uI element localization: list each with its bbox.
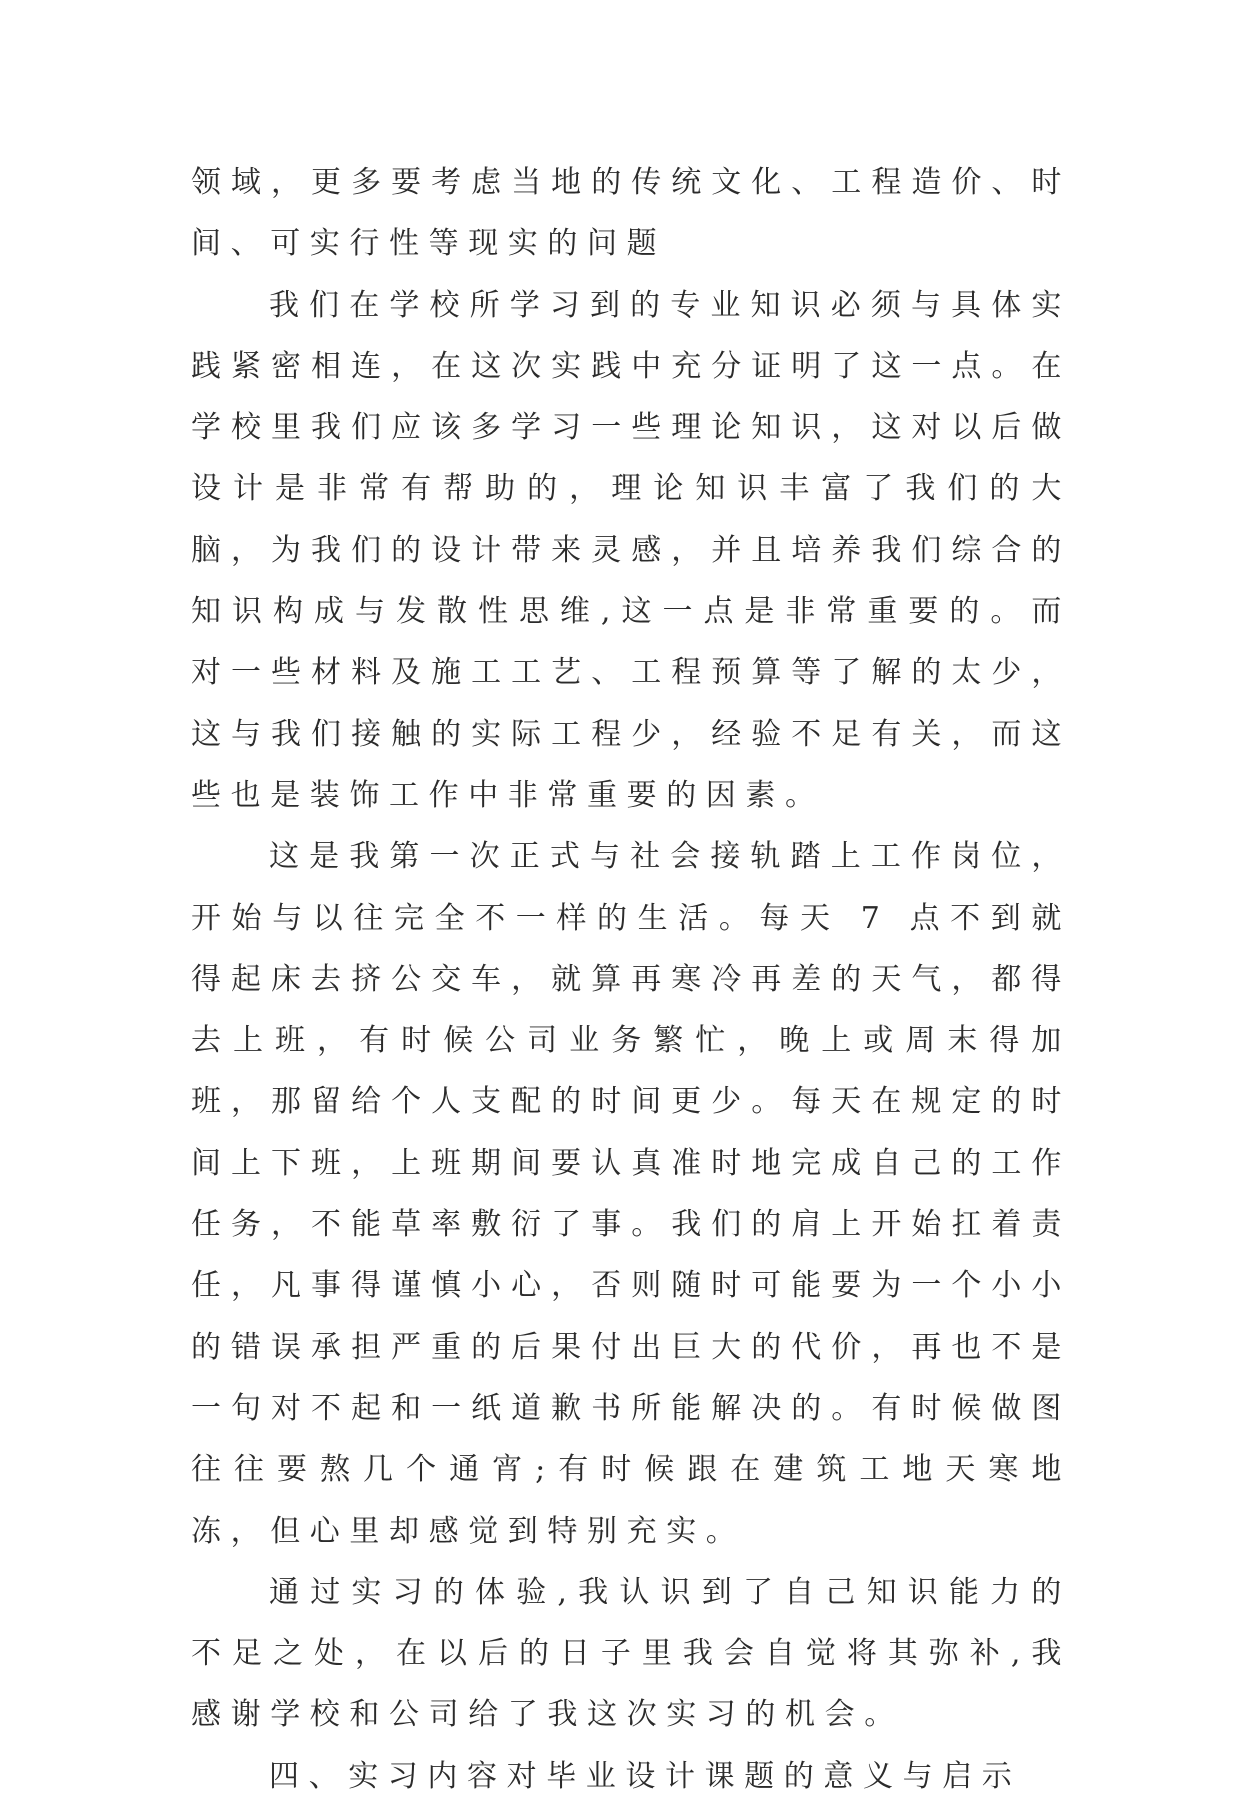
paragraph-professional-knowledge: 我们在学校所学习到的专业知识必须与具体实践紧密相连，在这次实践中充分证明了这一点。在学校里我们应该多学习一些理论知识，这对以后做设计是非常有帮助的，理论知识丰富了我们的大脑，为我们的设计带来灵感，并且培养我们综合的知识构成与发散性思维,这一点是非常重要的。而对一些材料及施工工艺、工程预算等了解的太少，这与我们接触的实际工程少，经验不足有关，而这些也是装饰工作中非常重要的因素。 bbox=[191, 287, 1071, 813]
document-body bbox=[191, 152, 1071, 1807]
paragraph-first-job: 这是我第一次正式与社会接轨踏上工作岗位，开始与以往完全不一样的生活。每天 7 点不到就得起床去挤公交车，就算再寒冷再差的天气，都得去上班，有时候公司业务繁忙，晚上或周末得加班，那留给个人支配的时间更少。每天在规定的时间上下班，上班期间要认真准时地完成自己的工作任务，不能草率敷衍了事。我们的肩上开始扛着责任，凡事得谨慎小心，否则随时可能要为一个小小的错误承担严重的后果付出巨大的代价，再也不是一句对不起和一纸道歉书所能解决的。有时候做图往往要熬几个通宵;有时候跟在建筑工地天寒地冻，但心里却感觉到特别充实。 bbox=[191, 839, 1071, 1549]
paragraph-continuation: 领域，更多要考虑当地的传统文化、工程造价、时间、可实行性等现实的问题 bbox=[191, 165, 1071, 262]
section-heading-four: 四、实习内容对毕业设计课题的意义与启示 bbox=[269, 1758, 1022, 1794]
paragraph-internship-experience: 通过实习的体验,我认识到了自己知识能力的不足之处，在以后的日子里我会自觉将其弥补,我感谢学校和公司给了我这次实习的机会。 bbox=[191, 1574, 1071, 1733]
